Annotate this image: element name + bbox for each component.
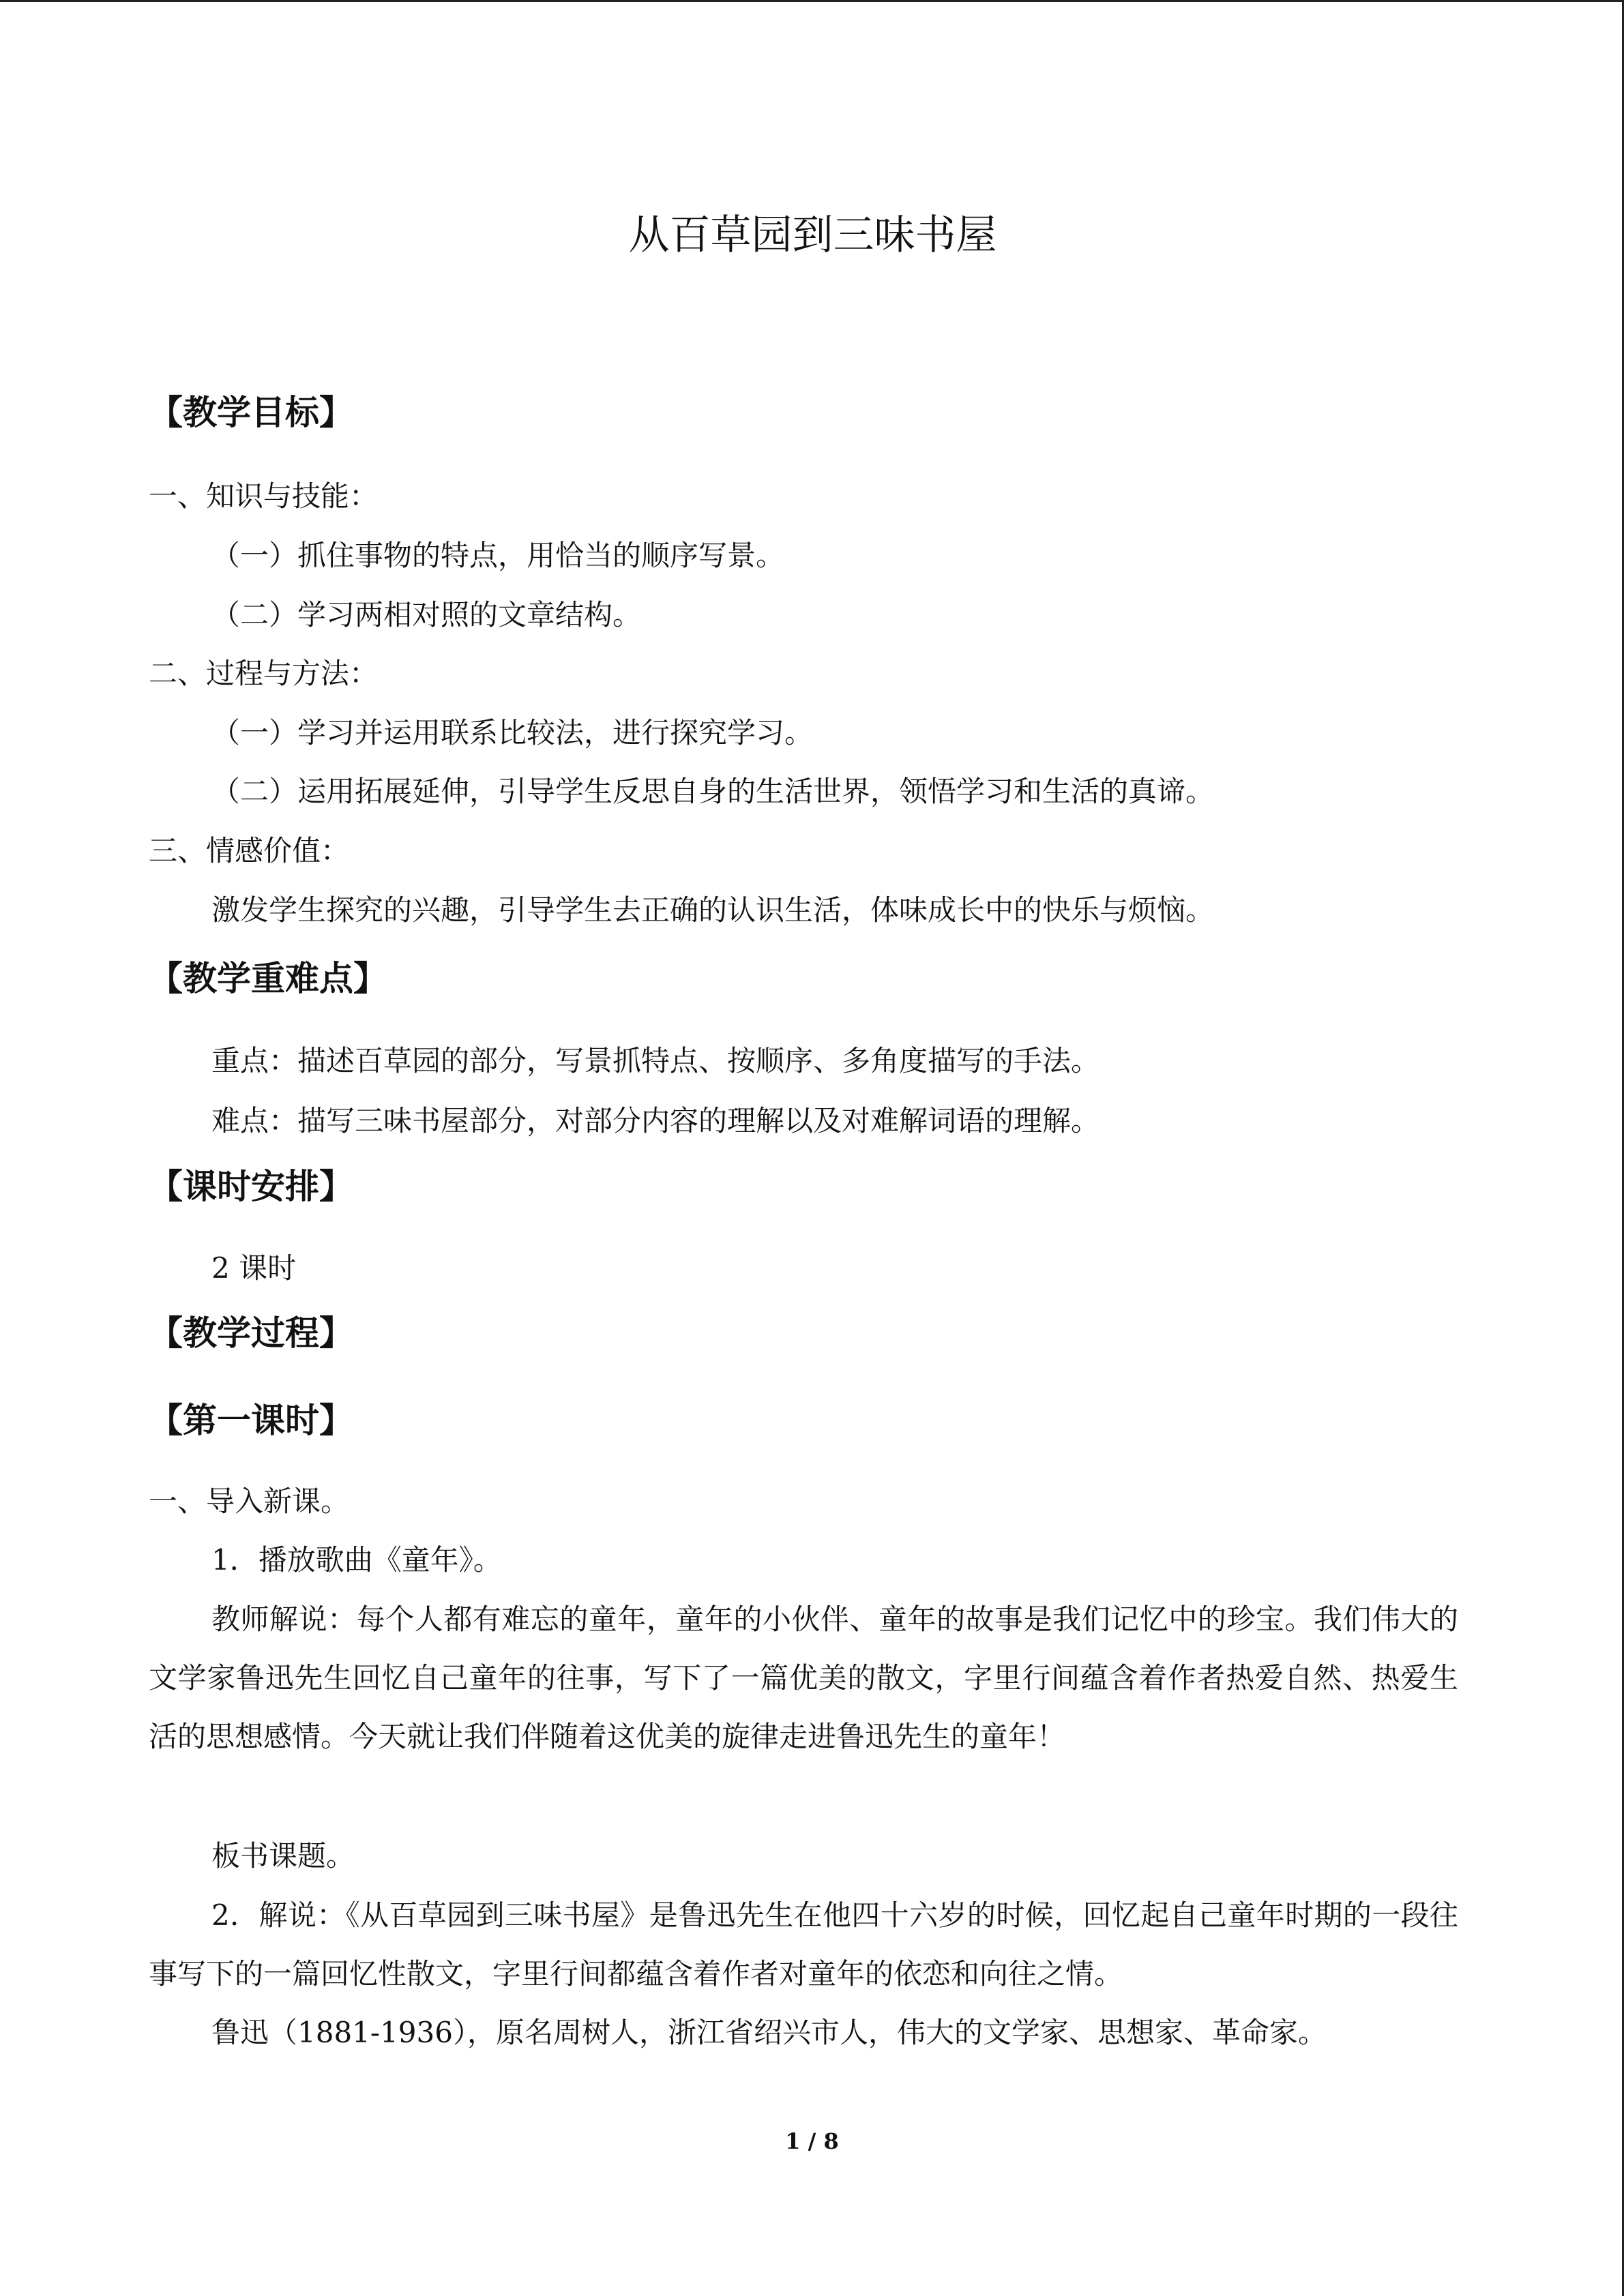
board-title-text: 板书课题。 [211,1839,355,1873]
process-heading: 【教学过程】 [149,1313,353,1353]
objective-2-item-2: （二）运用拓展延伸，引导学生反思自身的生活世界，领悟学习和生活的真谛。 [211,775,1215,808]
objective-2-label: 二、过程与方法： [149,657,379,690]
intro-paragraph-2: 2．解说：《从百草园到三味书屋》是鲁迅先生在他四十六岁的时候，回忆起自己童年时期的一段往事写下的一篇回忆性散文，字里行间都蕴含着作者对童年的依恋和向往之情。 [149,1898,1458,1991]
schedule-heading: 【课时安排】 [149,1167,353,1206]
lesson-1-heading: 【第一课时】 [149,1401,353,1440]
keypoints-heading: 【教学重难点】 [149,959,387,998]
difficulty-text: 难点：描写三味书屋部分，对部分内容的理解以及对难解词语的理解。 [211,1104,1100,1137]
objective-2-item-1: （一）学习并运用联系比较法，进行探究学习。 [211,716,814,749]
objective-3-item-1: 激发学生探究的兴趣，引导学生去正确的认识生活，体味成长中的快乐与烦恼。 [211,893,1215,927]
objective-1-item-2: （二）学习两相对照的文章结构。 [211,598,642,631]
page-number: 1 / 8 [785,2128,839,2154]
objectives-heading: 【教学目标】 [149,393,353,432]
document-title: 从百草园到三味书屋 [628,211,997,259]
intro-label: 一、导入新课。 [149,1485,350,1518]
intro-item-1: 1．播放歌曲《童年》。 [211,1543,502,1577]
intro-paragraph-1: 教师解说：每个人都有难忘的童年，童年的小伙伴、童年的故事是我们记忆中的珍宝。我们伟大的文学家鲁迅先生回忆自己童年的往事，写下了一篇优美的散文，字里行间蕴含着作者热爱自然、热爱生活的思想感情。今天就让我们伴随着这优美的旋律走进鲁迅先生的童年！ [149,1602,1458,1753]
objective-1-item-1: （一）抓住事物的特点，用恰当的顺序写景。 [211,539,785,572]
intro-paragraph-3: 鲁迅（1881-1936），原名周树人，浙江省绍兴市人，伟大的文学家、思想家、革命家。 [211,2016,1327,2049]
schedule-value: 2 课时 [211,1251,297,1285]
page-border-top [0,0,1624,2]
keypoint-text: 重点：描述百草园的部分，写景抓特点、按顺序、多角度描写的手法。 [211,1044,1100,1077]
objective-3-label: 三、情感价值： [149,834,350,867]
objective-1-label: 一、知识与技能： [149,479,379,513]
